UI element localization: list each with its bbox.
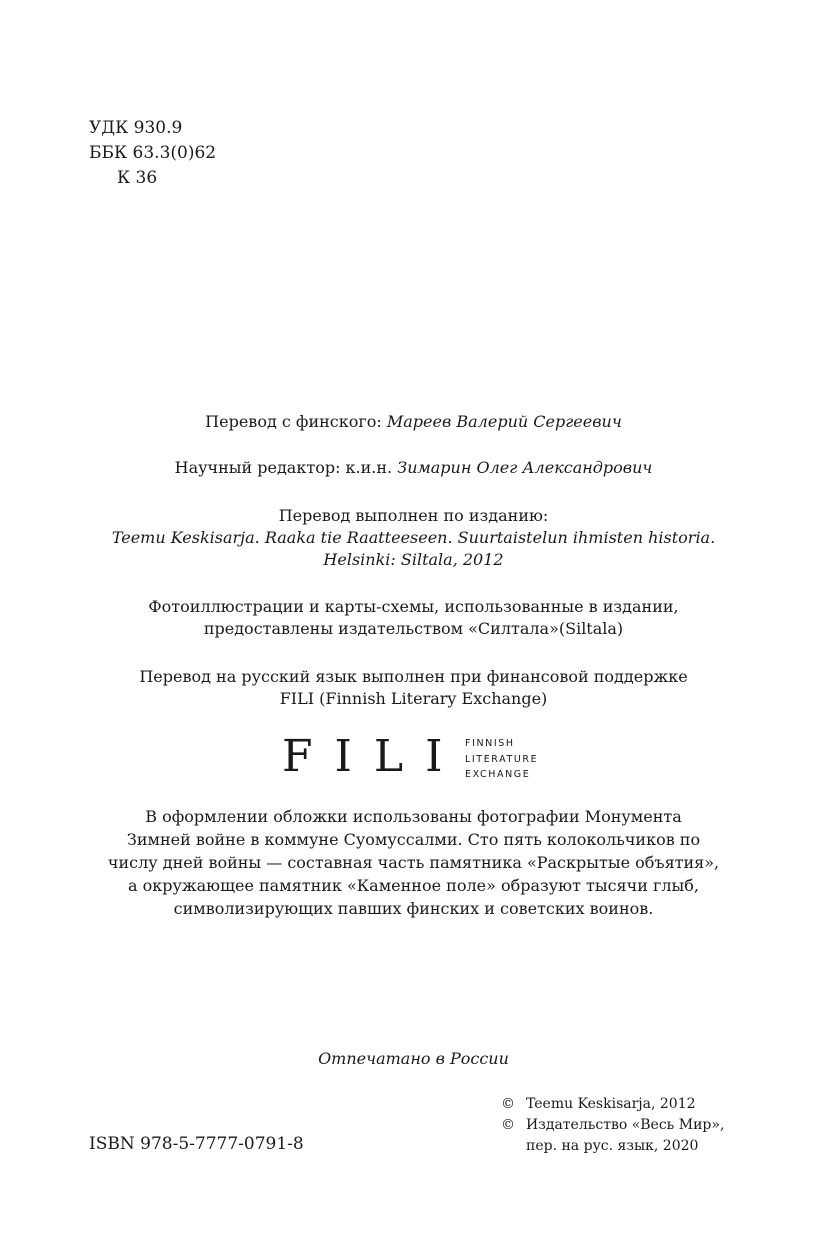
copyright-symbol: © <box>501 1117 515 1133</box>
photo-credit-line2: предоставлены издательством «Силтала»(Siltala) <box>203 619 624 638</box>
copyright-publisher: Издательство «Весь Мир», <box>526 1117 725 1133</box>
copyright-symbol: © <box>501 1096 515 1112</box>
copyright-block <box>501 1094 724 1157</box>
source-edition-imprint: Helsinki: Siltala, 2012 <box>323 550 504 569</box>
support-line2: FILI (Finnish Literary Exchange) <box>279 689 548 708</box>
translation-support <box>60 666 767 710</box>
fili-logo <box>282 733 552 781</box>
translator-line <box>60 411 767 433</box>
cover-note-line5: символизирующих павших финских и советских воинов. <box>173 899 654 918</box>
translator-name: Мареев Валерий Сергеевич <box>386 412 622 431</box>
copyright-row-author <box>501 1094 724 1115</box>
source-edition-title: Teemu Keskisarja. Raaka tie Raatteeseen. Suurtaistelun ihmisten historia. <box>111 528 716 547</box>
cover-note-line3: числу дней войны — составная часть памятника «Раскрытые объятия», <box>107 853 720 872</box>
copyright-row-publisher <box>501 1115 724 1136</box>
udk-code: УДК 930.9 <box>89 118 183 138</box>
photo-credit-line1: Фотоиллюстрации и карты-схемы, использованные в издании, <box>148 597 679 616</box>
fili-logo-subtitle <box>465 736 538 783</box>
cover-note-line1: В оформлении обложки использованы фотографии Монумента <box>145 807 682 826</box>
fili-logo-sub-finnish: FINNISH <box>465 738 515 749</box>
source-edition <box>60 505 767 571</box>
fili-logo-sub-exchange: EXCHANGE <box>465 769 531 780</box>
cover-note-line4: а окружающее памятник «Каменное поле» образуют тысячи глыб, <box>128 876 699 895</box>
support-line1: Перевод на русский язык выполнен при финансовой поддержке <box>139 667 688 686</box>
fili-logo-letters: FILI <box>282 731 465 782</box>
photo-credit <box>60 596 767 640</box>
cover-note-line2: Зимней войне в коммуне Суомуссалми. Сто пять колокольчиков по <box>126 830 701 849</box>
author-mark: К 36 <box>117 168 158 188</box>
fili-logo-sub-literature: LITERATURE <box>465 753 539 765</box>
editor-label: Научный редактор: к.и.н. <box>174 458 398 477</box>
bbk-code: ББК 63.3(0)62 <box>89 143 217 163</box>
editor-name: Зимарин Олег Александрович <box>397 458 653 477</box>
source-edition-label: Перевод выполнен по изданию: <box>278 506 549 525</box>
copyright-row-translation <box>501 1136 724 1157</box>
cover-note <box>60 805 767 920</box>
printed-in: Отпечатано в России <box>318 1049 509 1068</box>
isbn: ISBN 978-5-7777-0791-8 <box>89 1134 304 1154</box>
copyright-translation: пер. на рус. язык, 2020 <box>526 1138 699 1154</box>
classification-codes <box>89 116 216 191</box>
translator-label: Перевод с финского: <box>205 412 387 431</box>
copyright-author: Teemu Keskisarja, 2012 <box>526 1096 696 1112</box>
editor-line <box>60 457 767 479</box>
